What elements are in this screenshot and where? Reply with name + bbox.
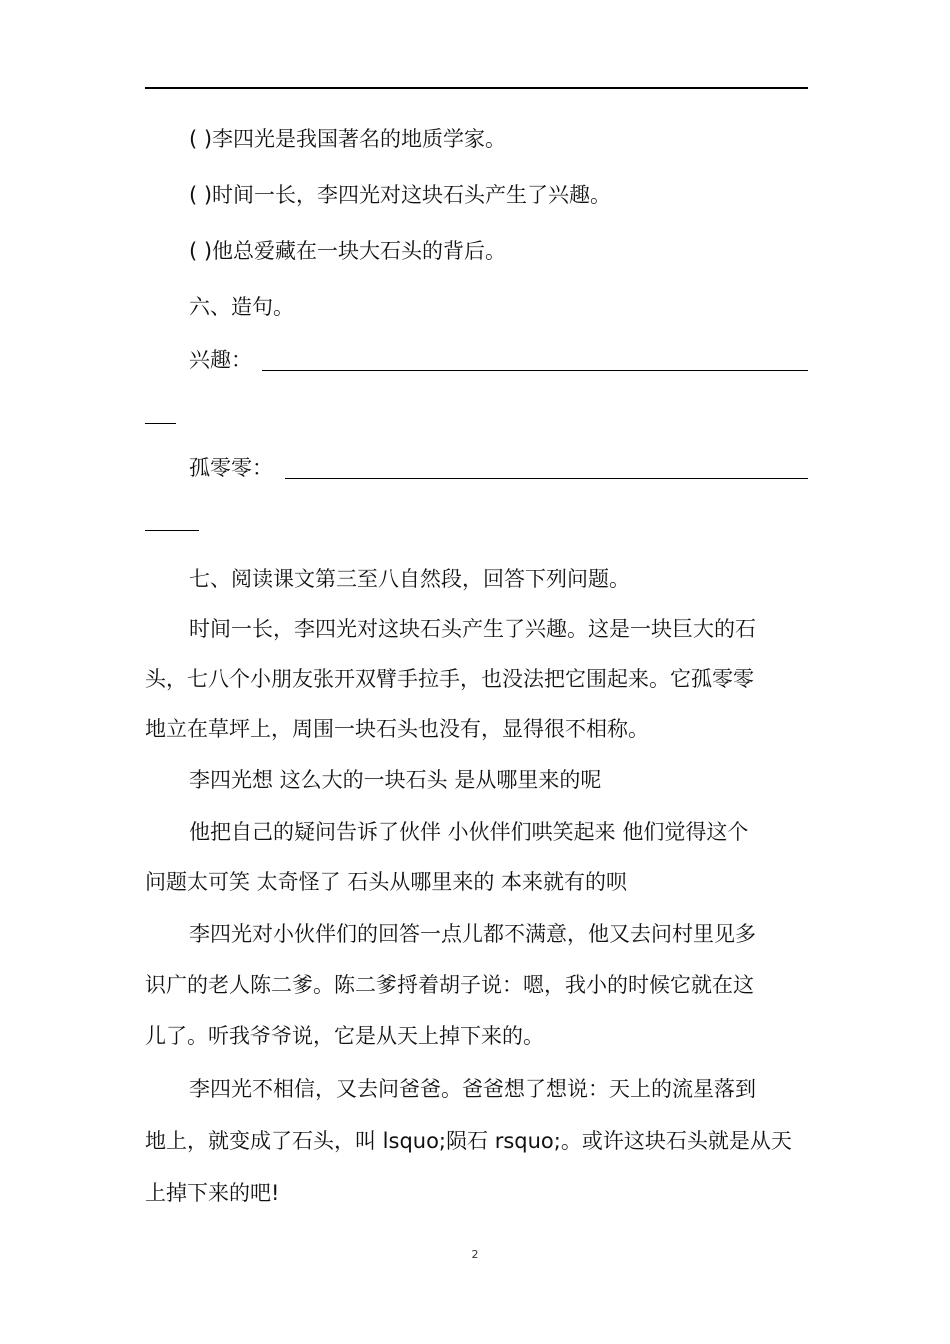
answer-line-1 (262, 370, 808, 371)
passage-line: 上掉下来的吧! (145, 1181, 280, 1205)
passage-line: 李四光想 这么大的一块石头 是从哪里来的呢 (189, 768, 602, 792)
passage-line: 头，七八个小朋友张开双臂手拉手，也没法把它围起来。它孤零零 (145, 667, 754, 691)
passage-line: 地上，就变成了石头，叫 lsquo;陨石 rsquo;。或许这块石头就是从天 (145, 1129, 792, 1153)
passage-line: 识广的老人陈二爹。陈二爹捋着胡子说：嗯，我小的时候它就在这 (145, 973, 754, 997)
passage-line: 李四光不相信，又去问爸爸。爸爸想了想说：天上的流星落到 (189, 1077, 756, 1101)
top-rule (145, 87, 808, 89)
answer-line-2-continued (145, 530, 199, 531)
answer-line-1-continued (145, 423, 176, 424)
page-number: 2 (471, 1248, 479, 1261)
section-6-heading: 六、造句。 (189, 295, 294, 319)
ordering-item-3: ( )他总爱藏在一块大石头的背后。 (189, 239, 507, 263)
passage-line: 儿了。听我爷爷说，它是从天上掉下来的。 (145, 1024, 544, 1048)
ordering-item-1: ( )李四光是我国著名的地质学家。 (189, 127, 507, 151)
ordering-item-2: ( )时间一长，李四光对这块石头产生了兴趣。 (189, 183, 612, 207)
passage-line: 地立在草坪上，周围一块石头也没有，显得很不相称。 (145, 717, 649, 741)
passage-line: 时间一长，李四光对这块石头产生了兴趣。这是一块巨大的石 (189, 617, 756, 641)
passage-line: 李四光对小伙伴们的回答一点儿都不满意，他又去问村里见多 (189, 922, 756, 946)
passage-line: 问题太可笑 太奇怪了 石头从哪里来的 本来就有的呗 (145, 870, 628, 894)
passage-line: 他把自己的疑问告诉了伙伴 小伙伴们哄笑起来 他们觉得这个 (189, 820, 749, 844)
section-7-heading: 七、阅读课文第三至八自然段，回答下列问题。 (189, 567, 630, 591)
answer-line-2 (285, 478, 808, 479)
sentence-prompt-1: 兴趣： (189, 348, 252, 372)
sentence-prompt-2: 孤零零： (189, 456, 273, 480)
